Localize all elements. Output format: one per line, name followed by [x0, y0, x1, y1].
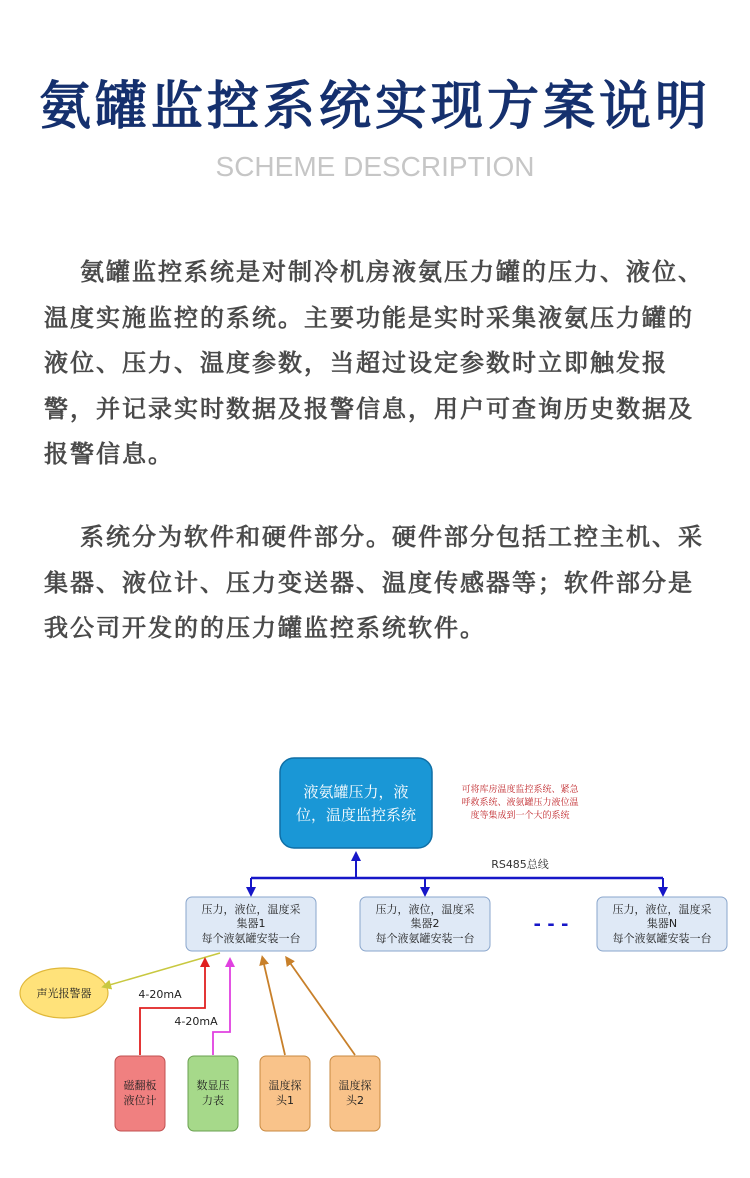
alarm-label: 声光报警器: [36, 987, 92, 1000]
collector-1-line-2: 集器1: [236, 917, 266, 930]
collector-ellipsis: - - -: [533, 914, 569, 935]
main-system-label-1: 液氨罐压力，液: [303, 783, 409, 801]
collector-2-line-1: 压力，液位，温度采: [375, 903, 475, 916]
collector-node-n: [597, 897, 727, 951]
collector-2-line-3: 每个液氨罐安装一台: [375, 932, 475, 945]
sensor-node-temp-probe-2: [330, 1056, 380, 1131]
collector-node-1: [186, 897, 316, 951]
pressure-gauge-signal-line: [213, 962, 230, 1055]
page-subtitle: SCHEME DESCRIPTION: [215, 151, 535, 182]
paragraph-intro: 氨罐监控系统是对制冷机房液氨压力罐的压力、液位、温度实施监控的系统。主要功能是实时采集液氨压力罐的液位、压力、温度参数，当超过设定参数时立即触发报警，并记录实时数据及报警信息，用户可查询历史数据及报警信息。: [44, 258, 704, 468]
note-line-1: 可将库房温度监控系统、紧急: [461, 785, 579, 795]
sensor-4-line-2: 头2: [346, 1094, 364, 1107]
sensor-node-level-gauge: [115, 1056, 165, 1131]
bus-label: RS485总线: [491, 858, 549, 871]
sensor-1-line-1: 磁翻板: [123, 1079, 157, 1092]
paragraph-components: 系统分为软件和硬件部分。硬件部分包括工控主机、采集器、液位计、压力变送器、温度传感器等；软件部分是我公司开发的的压力罐监控系统软件。: [44, 523, 704, 642]
main-system-node: [280, 758, 432, 848]
level-gauge-signal-line: [140, 962, 205, 1055]
collector-to-alarm-line: [106, 953, 220, 986]
alarm-node: [20, 968, 108, 1018]
page-title: 氨罐监控系统实现方案说明: [38, 77, 711, 137]
system-diagram: [0, 740, 750, 1160]
collector-2-line-2: 集器2: [410, 917, 440, 930]
signal-label-2: 4-20mA: [174, 1015, 218, 1028]
sensor-3-line-2: 头1: [276, 1094, 294, 1107]
collector-n-line-2: 集器N: [646, 917, 678, 930]
sensor-node-pressure-gauge: [188, 1056, 238, 1131]
sensor-3-line-1: 温度探: [268, 1079, 302, 1092]
sensor-1-line-2: 液位计: [123, 1094, 157, 1107]
temp-probe-2-signal-line: [288, 960, 355, 1055]
signal-label-1: 4-20mA: [138, 988, 182, 1001]
collector-1-line-1: 压力，液位，温度采: [201, 903, 301, 916]
sensor-4-line-1: 温度探: [338, 1079, 372, 1092]
note-line-2: 呼救系统、液氨罐压力液位温: [461, 798, 579, 808]
collector-node-2: [360, 897, 490, 951]
collector-n-line-1: 压力，液位，温度采: [612, 903, 712, 916]
collector-1-line-3: 每个液氨罐安装一台: [201, 932, 301, 945]
sensor-node-temp-probe-1: [260, 1056, 310, 1131]
sensor-2-line-2: 力表: [202, 1094, 224, 1107]
integration-note: [461, 783, 579, 821]
note-line-3: 度等集成到一个大的系统: [470, 811, 570, 821]
collector-n-line-3: 每个液氨罐安装一台: [612, 932, 712, 945]
sensor-2-line-1: 数显压: [196, 1079, 230, 1092]
main-system-label-2: 位，温度监控系统: [295, 806, 417, 824]
temp-probe-1-signal-line: [263, 960, 285, 1055]
